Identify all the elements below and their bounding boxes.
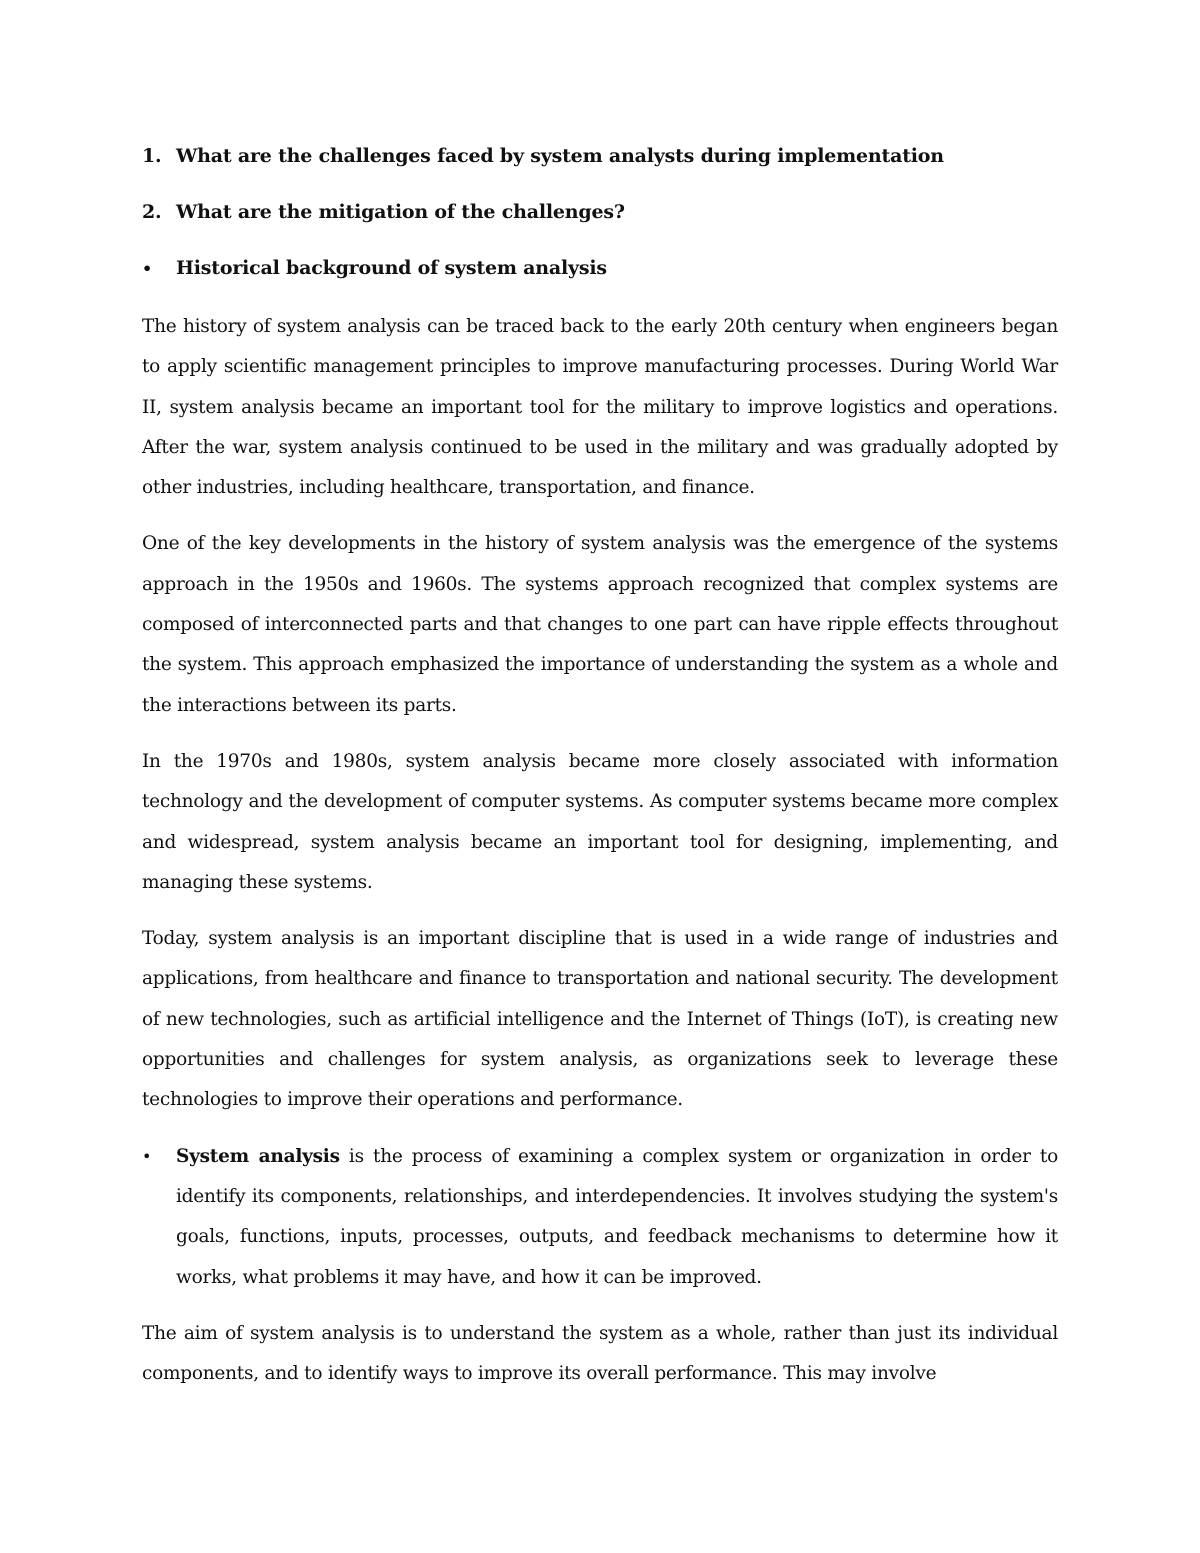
bullet-icon: •: [142, 1146, 152, 1166]
bullet-icon: •: [142, 259, 153, 278]
history-heading-item: [142, 250, 1058, 287]
definition-paragraph: [176, 1137, 1058, 1298]
history-paragraph-1: The history of system analysis can be traced back to the early 20th century when engineers began to apply scientific management principles to improve manufacturing processes. During World War II, system analysis became an important tool for the military to improve logistics and operations. After the war, system analysis continued to be used in the military and was gradually adopted by other industries, including healthcare, transportation, and finance.: [142, 316, 1058, 499]
question-2-text: What are the mitigation of the challenges?: [176, 201, 625, 223]
history-heading: Historical background of system analysis: [176, 257, 607, 279]
question-1-number: 1.: [142, 145, 162, 167]
history-paragraph-2: One of the key developments in the history of system analysis was the emergence of the systems approach in the 1950s and 1960s. The systems approach recognized that complex systems are composed of interconnected parts and that changes to one part can have ripple effects throughout the system. This approach emphasized the importance of understanding the system as a whole and the interactions between its parts.: [142, 533, 1058, 716]
question-1-text: What are the challenges faced by system analysts during implementation: [176, 145, 944, 167]
question-2: [142, 194, 1058, 230]
history-paragraph-3: In the 1970s and 1980s, system analysis became more closely associated with information technology and the development of computer systems. As computer systems became more complex and widespread, system analysis became an important tool for designing, implementing, and managing these systems.: [142, 750, 1058, 893]
question-1: [142, 138, 1058, 174]
definition-term: System analysis: [176, 1145, 340, 1167]
history-paragraph-4: Today, system analysis is an important discipline that is used in a wide range of industries and applications, from healthcare and finance to transportation and national security. The development of new technologies, such as artificial intelligence and the Internet of Things (IoT), is creating new opportunities and challenges for system analysis, as organizations seek to leverage these technologies to improve their operations and performance.: [142, 928, 1058, 1111]
definition-item: [142, 1137, 1058, 1298]
aim-paragraph: The aim of system analysis is to understand the system as a whole, rather than just its individual components, and to identify ways to improve its overall performance. This may involve: [142, 1322, 1058, 1385]
question-2-number: 2.: [142, 201, 162, 223]
definition-text: is the process of examining a complex system or organization in order to identify its components, relationships, and interdependencies. It involves studying the system's goals, functions, inputs, processes, outputs, and feedback mechanisms to determine how it works, what problems it may have, and how it can be improved.: [176, 1145, 1058, 1288]
